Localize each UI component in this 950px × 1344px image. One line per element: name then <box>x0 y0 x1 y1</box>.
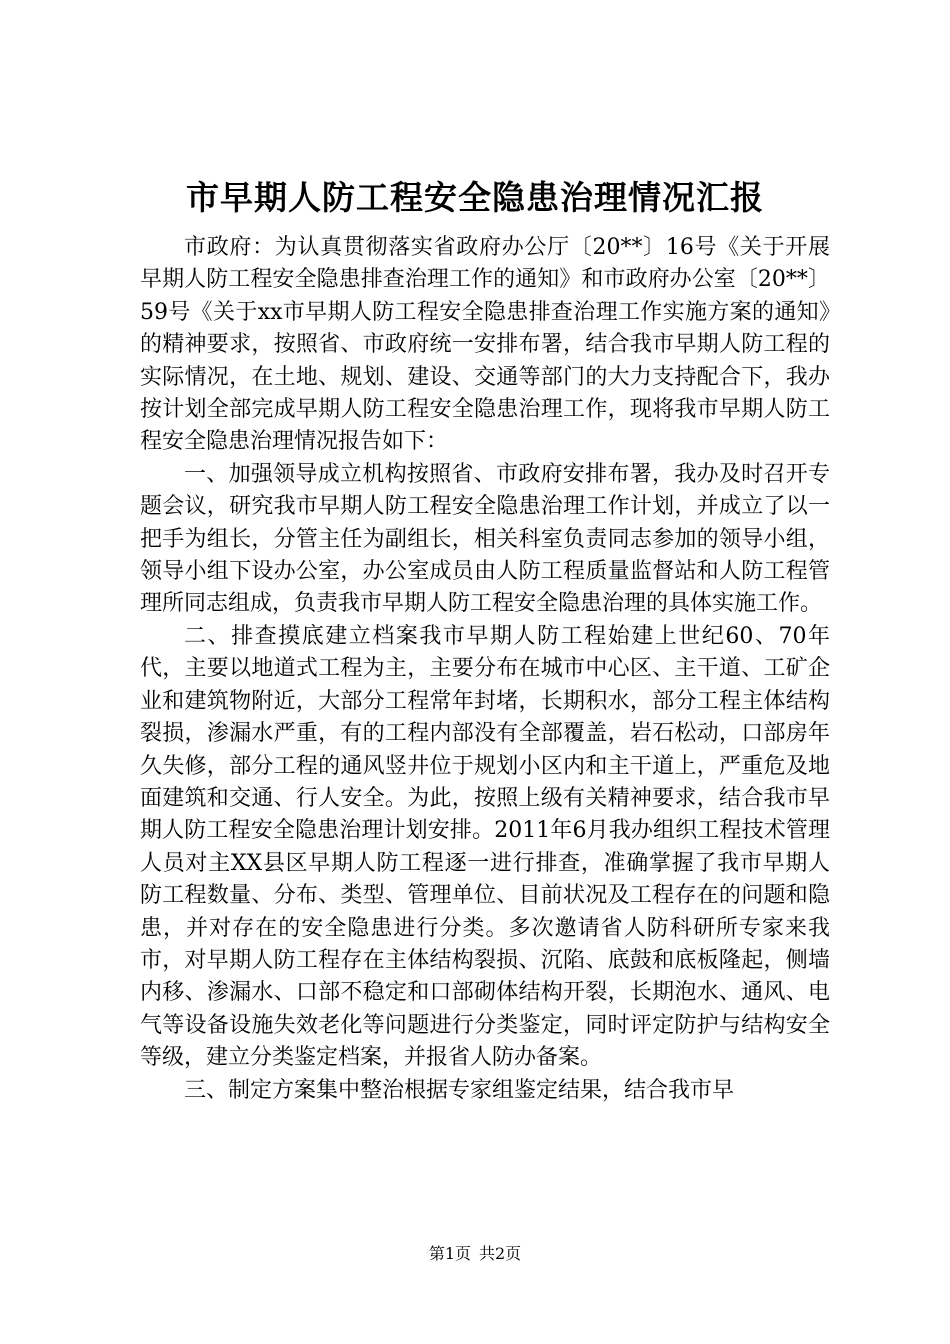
document-title: 市早期人防工程安全隐患治理情况汇报 <box>186 178 764 217</box>
page-footer <box>0 1244 950 1264</box>
page-number: 第1页 <box>428 1244 471 1263</box>
page-total: 共2页 <box>479 1244 522 1263</box>
paragraph-section-3: 三、制定方案集中整治根据专家组鉴定结果，结合我市早 <box>184 1077 735 1103</box>
document-body <box>140 232 830 1107</box>
paragraph-section-2: 二、排查摸底建立档案我市早期人防工程始建上世纪60、70年代，主要以地道式工程为主，主要分布在城市中心区、主干道、工矿企业和建筑物附近，大部分工程常年封堵，长期积水，部分工程主体结构裂损，渗漏水严重，有的工程内部没有全部覆盖，岩石松动，口部房年久失修，部分工程的通风竖井位于规划小区内和主干道上，严重危及地面建筑和交通、行人安全。为此，按照上级有关精神要求，结合我市早期人防工程安全隐患治理计划安排。2011年6月我办组织工程技术管理人员对主XX县区早期人防工程逐一进行排查，准确掌握了我市早期人防工程数量、分布、类型、管理单位、目前状况及工程存在的问题和隐患，并对存在的安全隐患进行分类。多次邀请省人防科研所专家来我市，对早期人防工程存在主体结构裂损、沉陷、底鼓和底板隆起，侧墙内移、渗漏水、口部不稳定和口部砌体结构开裂，长期泡水、通风、电气等设备设施失效老化等问题进行分类鉴定，同时评定防护与结构安全等级，建立分类鉴定档案，并报省人防办备案。 <box>140 623 830 1071</box>
paragraph-intro: 市政府：为认真贯彻落实省政府办公厅〔20**〕16号《关于开展早期人防工程安全隐患排查治理工作的通知》和市政府办公室〔20**〕59号《关于xx市早期人防工程安全隐患排查治理工作实施方案的通知》的精神要求，按照省、市政府统一安排布署，结合我市早期人防工程的实际情况，在土地、规划、建设、交通等部门的大力支持配合下，我办按计划全部完成早期人防工程安全隐患治理工作，现将我市早期人防工程安全隐患治理情况报告如下： <box>140 235 830 455</box>
paragraph-section-1: 一、加强领导成立机构按照省、市政府安排布署，我办及时召开专题会议，研究我市早期人防工程安全隐患治理工作计划，并成立了以一把手为组长，分管主任为副组长，相关科室负责同志参加的领导小组，领导小组下设办公室，办公室成员由人防工程质量监督站和人防工程管理所同志组成，负责我市早期人防工程安全隐患治理的具体实施工作。 <box>140 461 830 617</box>
